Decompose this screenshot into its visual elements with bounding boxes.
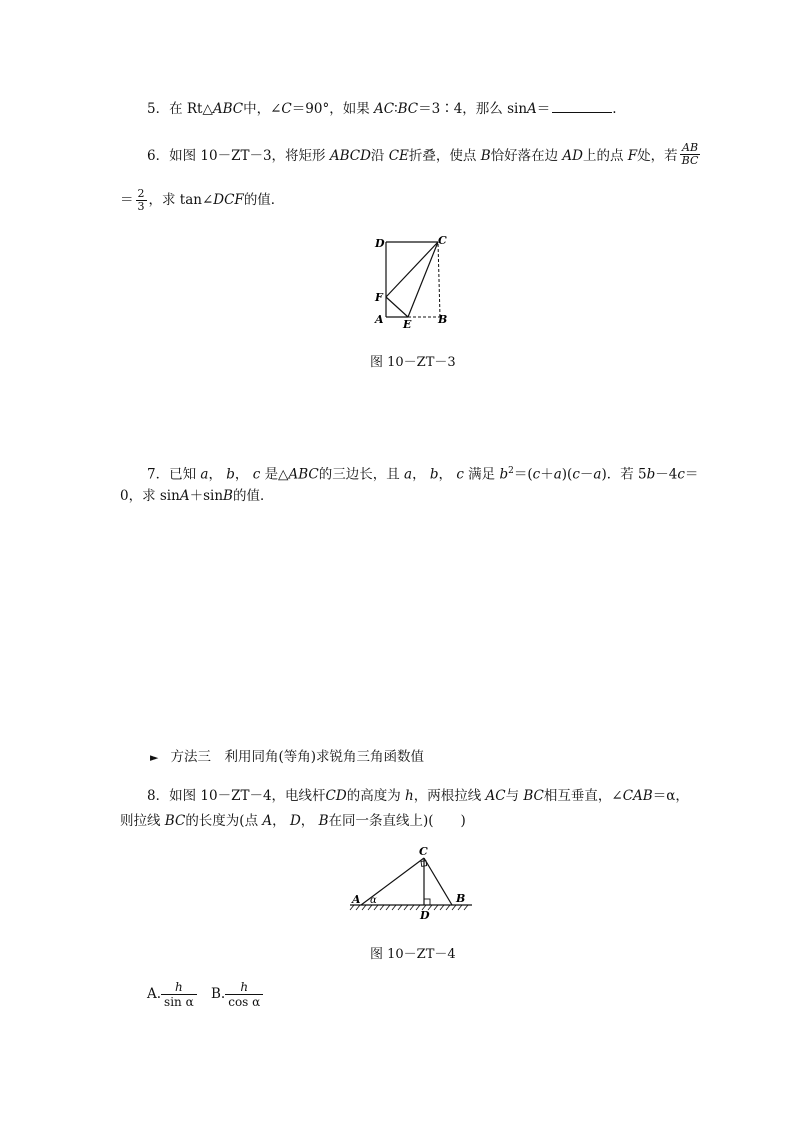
- label-b: B: [438, 313, 448, 326]
- label-a: A: [375, 313, 384, 326]
- label-e: E: [403, 318, 412, 331]
- label-d: D: [420, 909, 430, 922]
- question-6-line1: 6．如图 10－ZT－3，将矩形 ABCD沿 CE折叠，使点 B恰好落在边 AD上的点 F处，若 $\frac{AB}{BC}$: [147, 141, 699, 167]
- label-alpha: α: [370, 895, 377, 906]
- method-3-heading: ► 方法三 利用同角(等角)求锐角三角函数值: [150, 749, 425, 765]
- question-7-line2: 0，求 sinA＋sinB的值．: [120, 488, 274, 504]
- label-c: C: [419, 845, 428, 858]
- question-5: 5．在 Rt△ABC中，∠C＝90°，如果 AC∶BC＝3∶4，那么 sinA＝ .: [147, 101, 617, 117]
- figure-10-zt-4: [346, 842, 476, 922]
- segment-fe: [386, 297, 408, 317]
- answer-blank: [552, 100, 612, 113]
- segment-fc: [386, 242, 438, 297]
- question-8-line2: 则拉线 BC的长度为(点 A， D， B在同一条直线上)( ): [120, 813, 466, 829]
- triangle-marker-icon: ►: [150, 751, 159, 764]
- fraction-ab-bc: $\frac{AB}{BC}$: [681, 141, 699, 167]
- ground-hatching: [350, 905, 468, 910]
- label-f: F: [375, 291, 383, 304]
- question-8-line1: 8．如图 10－ZT－4，电线杆CD的高度为 h，两根拉线 AC与 BC相互垂直，∠CAB＝α，: [147, 788, 689, 804]
- side-bc-dashed: [438, 242, 440, 317]
- label-b: B: [456, 892, 466, 905]
- question-8-options: [147, 980, 263, 1009]
- label-a: A: [352, 893, 361, 906]
- question-7-line1: 7．已知 a， b， c 是△ABC的三边长，且 a， b， c 满足 $b^2=(c+a)(c-a)$．若 5b－4c＝: [147, 466, 699, 483]
- option-a[interactable]: A. $\frac{h}{\text{sin α}}$: [147, 986, 201, 1002]
- figure-10-zt-3: [368, 232, 458, 332]
- option-b[interactable]: B. $\frac{h}{\text{cos α}}$: [211, 986, 263, 1002]
- fraction-2-3: $\frac{2}{3}$: [137, 187, 145, 213]
- question-6-line2: ＝ $\frac{2}{3}$ ，求 tan∠DCF的值．: [120, 187, 285, 213]
- label-c: C: [438, 234, 447, 247]
- figure-caption-10-zt-3: 图 10－ZT－3: [370, 355, 456, 370]
- right-angle-mark-d: [424, 899, 430, 905]
- wire-bc: [424, 858, 452, 905]
- label-d: D: [375, 237, 385, 250]
- segment-ec: [408, 242, 438, 317]
- figure-caption-10-zt-4: 图 10－ZT－4: [370, 947, 456, 962]
